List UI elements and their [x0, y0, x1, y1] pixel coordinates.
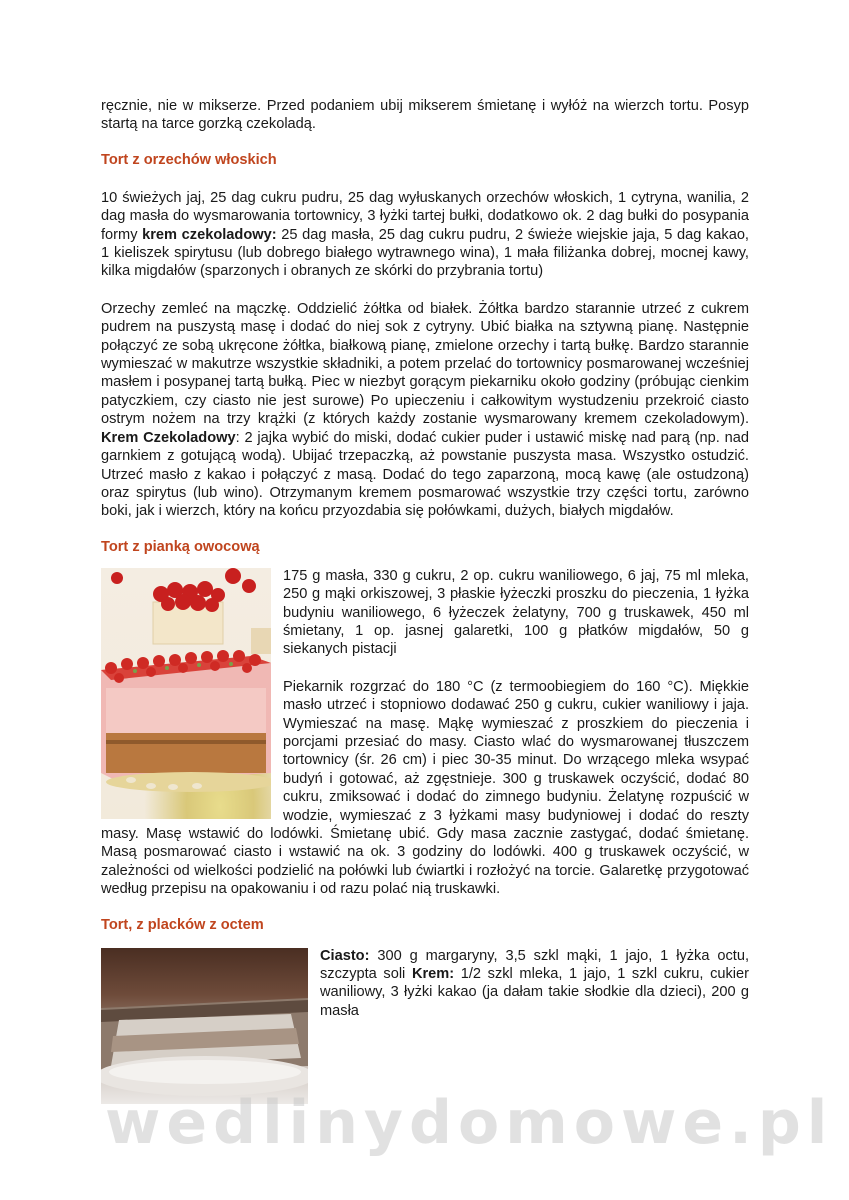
fruit-foam-ingredients: 175 g masła, 330 g cukru, 2 op. cukru waniliowego, 6 jaj, 75 ml mleka, 250 g mąki orkiszowej, 3 płaskie łyżeczki proszku do pieczenia, 1 łyżka budyniu waniliowego, 6 łyżeczek żelatyny, 700 g truskawek, 450 ml śmietany, 1 op. jasnej galaretki, 100 g płatków migdałów, 50 g siekanych pistacji — [283, 567, 749, 658]
intro-paragraph: ręcznie, nie w mikserze. Przed podaniem ubij mikserem śmietanę i wyłóż na wierzch tortu. Posyp startą na tarce gorzką czekoladą. — [101, 98, 749, 133]
recipe-title-walnut-cake: Tort z orzechów włoskich — [101, 151, 277, 168]
dough-text: 300 g margaryny, 3,5 szkl mąki, 1 jajo, 1 łyżka octu, szczypta soli — [320, 947, 749, 983]
chocolate-cream-heading: Krem Czekoladowy — [101, 429, 236, 446]
walnut-ingredients-text-2: 25 dag masła, 25 dag cukru pudru, 2 świeże wiejskie jaja, 5 dag kakao, 1 kieliszek spirytusu (lub dobrego białego wytrawnego wina), 1 mała filiżanka dobrej, mocnej kawy, kilka migdałów (sparzonych i obranych ze skórki do przybrania tortu) — [101, 226, 749, 280]
strawberry-cake-photo — [101, 568, 271, 819]
walnut-ingredients — [101, 189, 749, 281]
walnut-method-text-2: : 2 jajka wybić do miski, dodać cukier puder i ustawić miskę nad parą (np. nad garnkiem z gotującą wodą). Ubijać trzepaczką, aż powstanie puszysta masa. Wszystko ostudzić. Utrzeć masło z kakao i połączyć z masą. Dodać do tego zaparzoną, mocą kawę (ale ostudzoną) oraz spirytus (lub wino). Otrzymanym kremem posmarować wszystkie trzy części tortu, zarówno boki, jak i wierzch, który na końcu przyozdabia się połówkami, dużych, białych migdałów. — [101, 429, 749, 520]
walnut-method-text: Orzechy zemleć na mączkę. Oddzielić żółtka od białek. Żółtka bardzo starannie utrzeć z cukrem pudrem na puszystą masę i dodać do niej sok z cytryny. Ubić białka na sztywną pianę. Następnie połączyć ze sobą ukręcone żółtka, białkową pianę, zmielone orzechy i tartą bułkę. Bardzo starannie wymieszać w makutrze wszystkie składniki, a potem przelać do tortownicy posmarowanej wcześniej masłem i posypanej tartą bułką. Piec w niezbyt gorącym piekarniku około godziny (próbując cienkim patyczkiem, czy ciasto nie jest surowe) Po upieczeniu i całkowitym wystudzeniu przekroić ciasto ostrym nożem na trzy krążki (z których każdy zostanie wysmarowany kremem czekoladowym). — [101, 300, 749, 428]
recipe-title-vinegar-cake: Tort, z placków z octem — [101, 916, 264, 933]
fruit-foam-method: Piekarnik rozgrzać do 180 °C (z termoobiegiem do 160 °C). Miękkie masło utrzeć i stopniowo dodawać 250 g cukru, cukier waniliowy i jaja. Wymieszać na masę. Mąkę wymieszać z proszkiem do pieczenia i porcjami przesiać do masy. Ciasto wlać do wysmarowanej tłuszczem tortownicy (śr. 26 cm) i piec 30-35 minut. Do wrzącego mleka wsypać budyń i gotować, aż zgęstnieje. 300 g truskawek oczyścić, dodać 80 cukru, zmiksować i dodać do zimnego budyniu. Żelatynę rozpuścić w wodzie, wymieszać z 3 łyżkami masy budyniowej i dodać do reszty masy. Masę wstawić do lodówki. Śmietanę ubić. Gdy masa zacznie zastygać, dodać śmietanę. Masą posmarować ciasto i wstawić na ok. 3 godziny do lodówki. 400 g truskawek oczyścić, w zależności od wielkości podzielić na połówki lub ćwiartki i rozłożyć na torcie. Galaretkę przygotować według przepisu na opakowaniu i od razu polać nią truskawki. — [101, 678, 749, 898]
document-page — [101, 97, 749, 1104]
cream-text: 1/2 szkl mleka, 1 jajo, 1 szkl cukru, cukier waniliowy, 3 łyżki kakao (ja dałam takie słodkie dla dzieci), 200 g masła — [320, 966, 750, 1019]
site-watermark: wedlinydomowe.pl — [105, 1088, 834, 1158]
dough-label: Ciasto: — [320, 947, 370, 964]
chocolate-cream-label: krem czekoladowy: — [142, 226, 277, 243]
walnut-ingredients-text: 10 świeżych jaj, 25 dag cukru pudru, 25 dag wyłuskanych orzechów włoskich, 1 cytryna, wanilia, 2 dag masła do wysmarowania tortownicy, 3 łyżki tartej bułki, dodatkowo ok. 2 dag bułki do posypania formy — [101, 189, 749, 243]
walnut-method — [101, 300, 749, 521]
vinegar-cake-photo — [101, 948, 308, 1104]
cream-label: Krem: — [411, 966, 455, 983]
recipe-title-fruit-foam-cake: Tort z pianką owocową — [101, 538, 260, 555]
